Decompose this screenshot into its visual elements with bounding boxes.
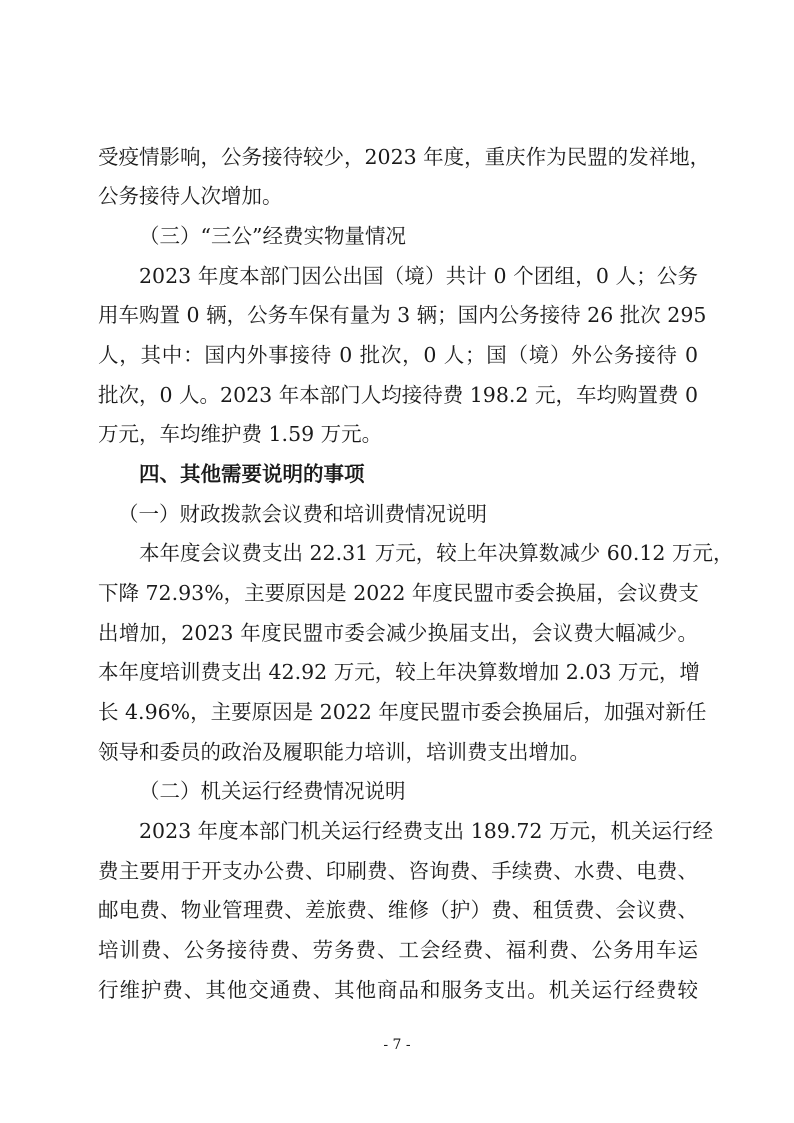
paragraph-line: 2023 年度本部门机关运行经费支出 189.72 万元，机关运行经 [139,819,713,843]
paragraph-line: 行维护费、其他交通费、其他商品和服务支出。机关运行经费较 [98,978,698,1002]
paragraph-line: 领导和委员的政治及履职能力培训，培训费支出增加。 [98,740,590,764]
paragraph-line: 下降 72.93%，主要原因是 2022 年度民盟市委会换届，会议费支 [98,581,699,605]
page-number: - 7 - [383,1037,411,1053]
paragraph-line: 人，其中：国内外事接待 0 批次，0 人；国（境）外公务接待 0 [98,343,698,367]
paragraph-line: 用车购置 0 辆，公务车保有量为 3 辆；国内公务接待 26 批次 295 [98,303,707,327]
subsection-heading: （一）财政拨款会议费和培训费情况说明 [118,502,487,526]
paragraph-line: 本年度会议费支出 22.31 万元，较上年决算数减少 60.12 万元， [139,541,734,565]
paragraph-line: 培训费、公务接待费、劳务费、工会经费、福利费、公务用车运 [98,938,698,962]
paragraph-line: 出增加，2023 年度民盟市委会减少换届支出，会议费大幅减少。 [98,621,698,645]
paragraph-line: 邮电费、物业管理费、差旅费、维修（护）费、租赁费、会议费、 [98,898,698,922]
paragraph-line: 2023 年度本部门因公出国（境）共计 0 个团组，0 人；公务 [139,264,698,288]
section-heading: （三）“三公”经费实物量情况 [139,224,406,248]
subsection-heading: （二）机关运行经费情况说明 [139,779,406,803]
section-heading-main: 四、其他需要说明的事项 [139,462,365,486]
paragraph-line: 费主要用于开支办公费、印刷费、咨询费、手续费、水费、电费、 [98,859,698,883]
paragraph-line: 长 4.96%，主要原因是 2022 年度民盟市委会换届后，加强对新任 [98,700,707,724]
paragraph-line: 公务接待人次增加。 [98,184,283,208]
paragraph-line: 本年度培训费支出 42.92 万元，较上年决算数增加 2.03 万元，增 [98,660,700,684]
paragraph-line: 万元，车均维护费 1.59 万元。 [98,422,383,446]
paragraph-line: 受疫情影响，公务接待较少，2023 年度，重庆作为民盟的发祥地， [98,145,711,169]
paragraph-line: 批次，0 人。2023 年本部门人均接待费 198.2 元，车均购置费 0 [98,383,699,407]
